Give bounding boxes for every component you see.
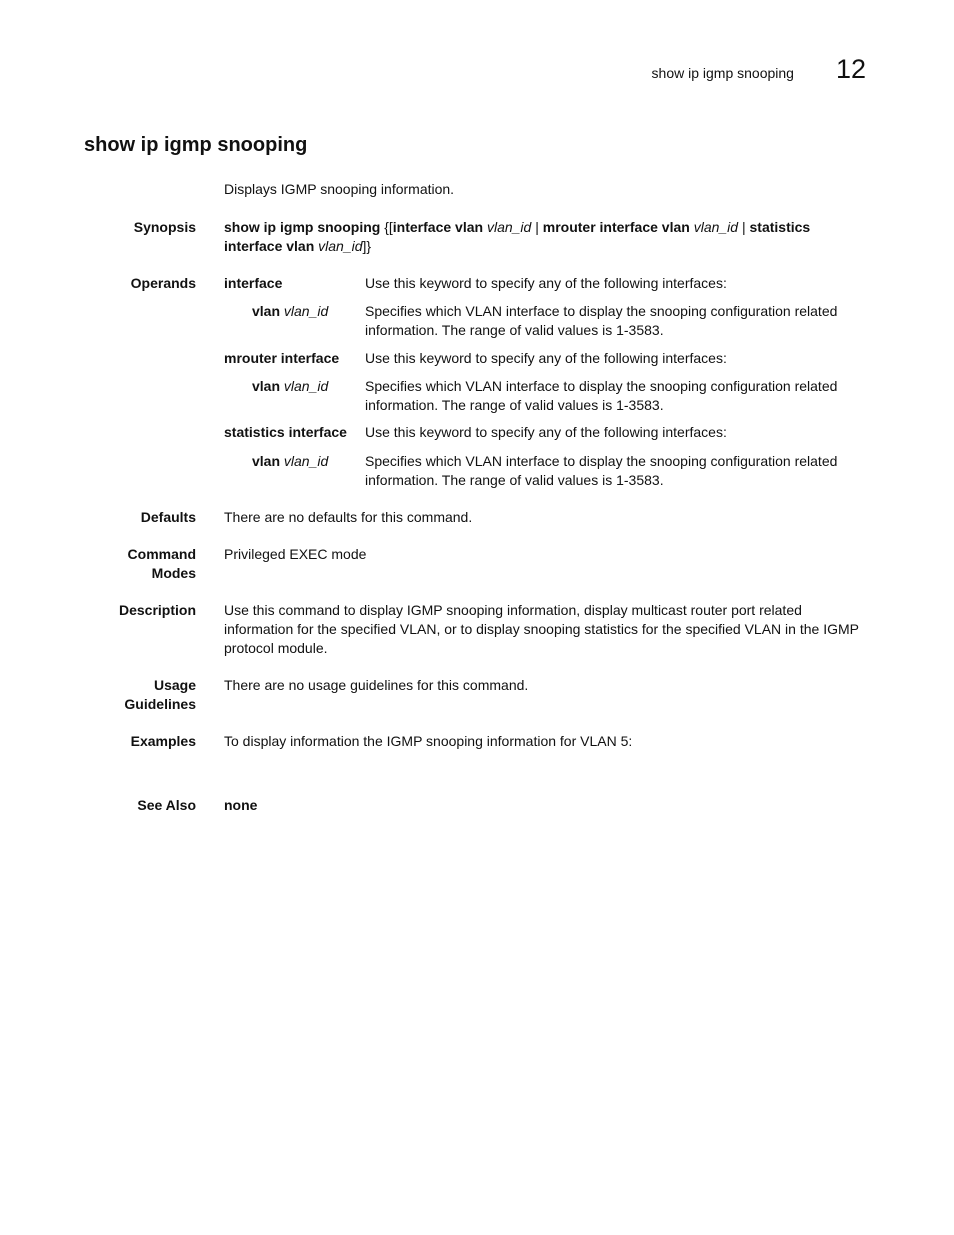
operand-keyword: vlan (252, 303, 281, 319)
synopsis-interface-vlan-keyword: interface vlan (392, 219, 484, 235)
intro-text: Displays IGMP snooping information. (224, 181, 455, 197)
synopsis-text (224, 218, 869, 256)
operand-description: Specifies which VLAN interface to display the snooping configuration related information. The range of valid values is 1-3583. (365, 378, 838, 413)
operand-term: statistics interface (224, 424, 347, 440)
operand-description: Specifies which VLAN interface to display the snooping configuration related information. The range of valid values is 1-3583. (365, 453, 838, 488)
examples-label: Examples (130, 733, 196, 749)
synopsis-vlan-id-arg: vlan_id (693, 219, 739, 235)
synopsis-open-brace: {[ (380, 219, 393, 235)
synopsis-command: show ip igmp snooping (224, 219, 381, 235)
synopsis-vlan-id-arg: vlan_id (318, 238, 363, 254)
synopsis-separator: | (738, 219, 750, 235)
running-header (652, 56, 866, 83)
synopsis-label: Synopsis (133, 219, 196, 235)
usage-guidelines-label-line2: Guidelines (124, 696, 196, 712)
usage-guidelines-label (86, 676, 196, 714)
defaults-text: There are no defaults for this command. (224, 509, 473, 525)
command-modes-label-line2: Modes (151, 565, 196, 581)
command-modes-label-line1: Command (127, 546, 196, 562)
see-also-label: See Also (137, 797, 196, 813)
operand-description: Specifies which VLAN interface to display the snooping configuration related information. The range of valid values is 1-3583. (365, 303, 838, 338)
chapter-number: 12 (835, 54, 866, 84)
running-header-title: show ip igmp snooping (651, 65, 794, 81)
operand-keyword: vlan (252, 453, 281, 469)
command-modes-label (86, 545, 196, 583)
description-label: Description (118, 602, 196, 618)
operand-keyword: vlan (252, 378, 281, 394)
see-also-text: none (224, 797, 258, 813)
usage-guidelines-label-line1: Usage (153, 677, 196, 693)
synopsis-mrouter-keyword: mrouter interface vlan (542, 219, 690, 235)
operand-argument: vlan_id (283, 303, 329, 319)
synopsis-statistics-keyword: statistics interface vlan (224, 219, 811, 254)
operands-label: Operands (130, 275, 196, 291)
usage-guidelines-text: There are no usage guidelines for this command. (224, 677, 529, 693)
defaults-label: Defaults (140, 509, 196, 525)
operand-description: Use this keyword to specify any of the following interfaces: (365, 275, 727, 291)
operand-argument: vlan_id (283, 378, 329, 394)
operand-argument: vlan_id (283, 453, 329, 469)
page-title: show ip igmp snooping (84, 134, 308, 156)
operand-description: Use this keyword to specify any of the following interfaces: (365, 424, 727, 440)
examples-text: To display information the IGMP snooping information for VLAN 5: (224, 733, 633, 749)
command-modes-text: Privileged EXEC mode (224, 546, 367, 562)
operand-term: interface (224, 275, 283, 291)
synopsis-close-brace: ]} (362, 238, 372, 254)
description-text: Use this command to display IGMP snooping information, display multicast router port related information for the specified VLAN, or to display snooping statistics for the specified VLAN in the IGMP protocol module. (224, 602, 859, 656)
operand-term: mrouter interface (224, 350, 340, 366)
synopsis-vlan-id-arg: vlan_id (486, 219, 532, 235)
operand-description: Use this keyword to specify any of the following interfaces: (365, 350, 727, 366)
synopsis-separator: | (531, 219, 543, 235)
